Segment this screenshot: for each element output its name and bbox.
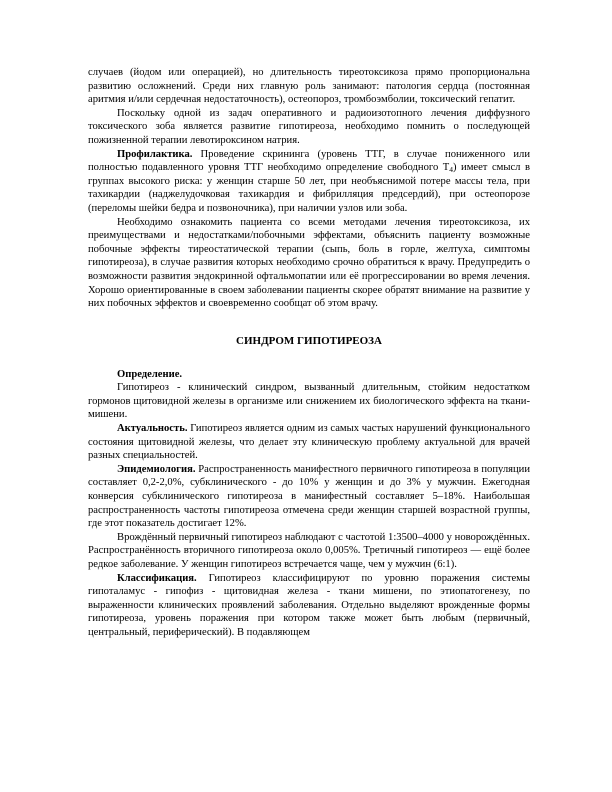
classification-text: Гипотиреоз классифицируют по уровню поражения системы гипоталамус - гипофиз - щитовидная железа - ткани мишени, по этиопатогенезу, по выраженности клинических проявлений заболевания. Отдельно выделяют врожденные формы гипотиреоза, уровень поражения при котором также может быть любым (первичный, центральный, периферический). В подавляющем [88, 572, 530, 638]
paragraph-levothyroxine: Поскольку одной из задач оперативного и радиоизотопного лечения диффузного токсического зоба является развитие гипотиреоза, необходимо помнить о последующей пожизненной терапии левотироксином натрия. [88, 107, 530, 146]
section-heading: СИНДРОМ ГИПОТИРЕОЗА [236, 334, 382, 347]
prevention-text-b: ) имеет смысл в группах высокого риска: у женщин старше 50 лет, при необъяснимой потере массы тела, при тахикардии (наджелудочковая тахикардия и фибрилляция предсердий), при остеопорозе (переломы шейки бедра и позвоночника), при наличии узлов или зоба. [88, 162, 530, 214]
epidemiology-label: Эпидемиология. [117, 463, 196, 475]
classification-label: Классификация. [117, 572, 197, 584]
relevance-label: Актуальность. [117, 423, 188, 435]
paragraph-epidemiology [88, 463, 530, 531]
paragraph-congenital: Врождённый первичный гипотиреоз наблюдают с частотой 1:3500–4000 у новорождённых. Распространённость вторичного гипотиреоза около 0,005%. Третичный гипотиреоз — ещё более редкое заболевание. У женщин гипотиреоз встречается чаще, чем у мужчин (6:1). [88, 531, 530, 570]
paragraph-relevance [88, 422, 530, 463]
paragraph-patient-info: Необходимо ознакомить пациента со всеми методами лечения тиреотоксикоза, их преимуществами и недостатками/побочными эффектами, объяснить пациенту возможные побочные эффекты тиреостатической терапии (сыпь, боль в горле, желтуха, симптомы гипотиреоза), в случае развития которых необходимо срочно обратиться к врачу. Предупредить о возможности развития эндокринной офтальмопатии или её прогрессировании во время лечения. Хорошо ориентированные в своем заболевании пациенты скорее обратят внимание на развитие у них побочных эффектов и своевременно сообщат об этом врачу. [88, 216, 530, 310]
prevention-text-a: Проведение скрининга (уровень ТТГ, в случае пониженного или полностью подавленного уровня ТТГ необходимо определение свободного Т [88, 148, 530, 174]
paragraph-definition: Гипотиреоз - клинический синдром, вызванный длительным, стойким недостатком гормонов щитовидной железы в организме или снижением их биологического эффекта на ткани-мишени. [88, 382, 530, 421]
relevance-text: Гипотиреоз является одним из самых частых нарушений функционального состояния щитовидной железы, что делает эту клиническую проблему актуальной для врачей разных специальностей. [88, 423, 530, 462]
paragraph-prevention [88, 148, 530, 216]
paragraph-classification [88, 572, 530, 640]
paragraph-complications: случаев (йодом или операцией), но длительность тиреотоксикоза прямо пропорциональна развитию осложнений. Среди них главную роль занимают: патология сердца (постоянная аритмия и/или сердечная недостаточность), остеопороз, тромбоэмболии, токсический гепатит. [88, 67, 530, 106]
epidemiology-text: Распространенность манифестного первичного гипотиреоза в популяции составляет 0,2-2,0%, субклинического - до 10% у женщин и до 3% у мужчин. Ежегодная конверсия субклинического гипотиреоза в манифестный составляет 5–18%. Наибольшая распространенность частоты гипотиреоза отмечена среди женщин старшей возрастной группы, где этот показатель достигает 12%. [88, 463, 530, 530]
prevention-label: Профилактика. [117, 148, 193, 160]
definition-label: Определение. [117, 368, 183, 380]
prevention-subscript: 4 [449, 165, 453, 175]
